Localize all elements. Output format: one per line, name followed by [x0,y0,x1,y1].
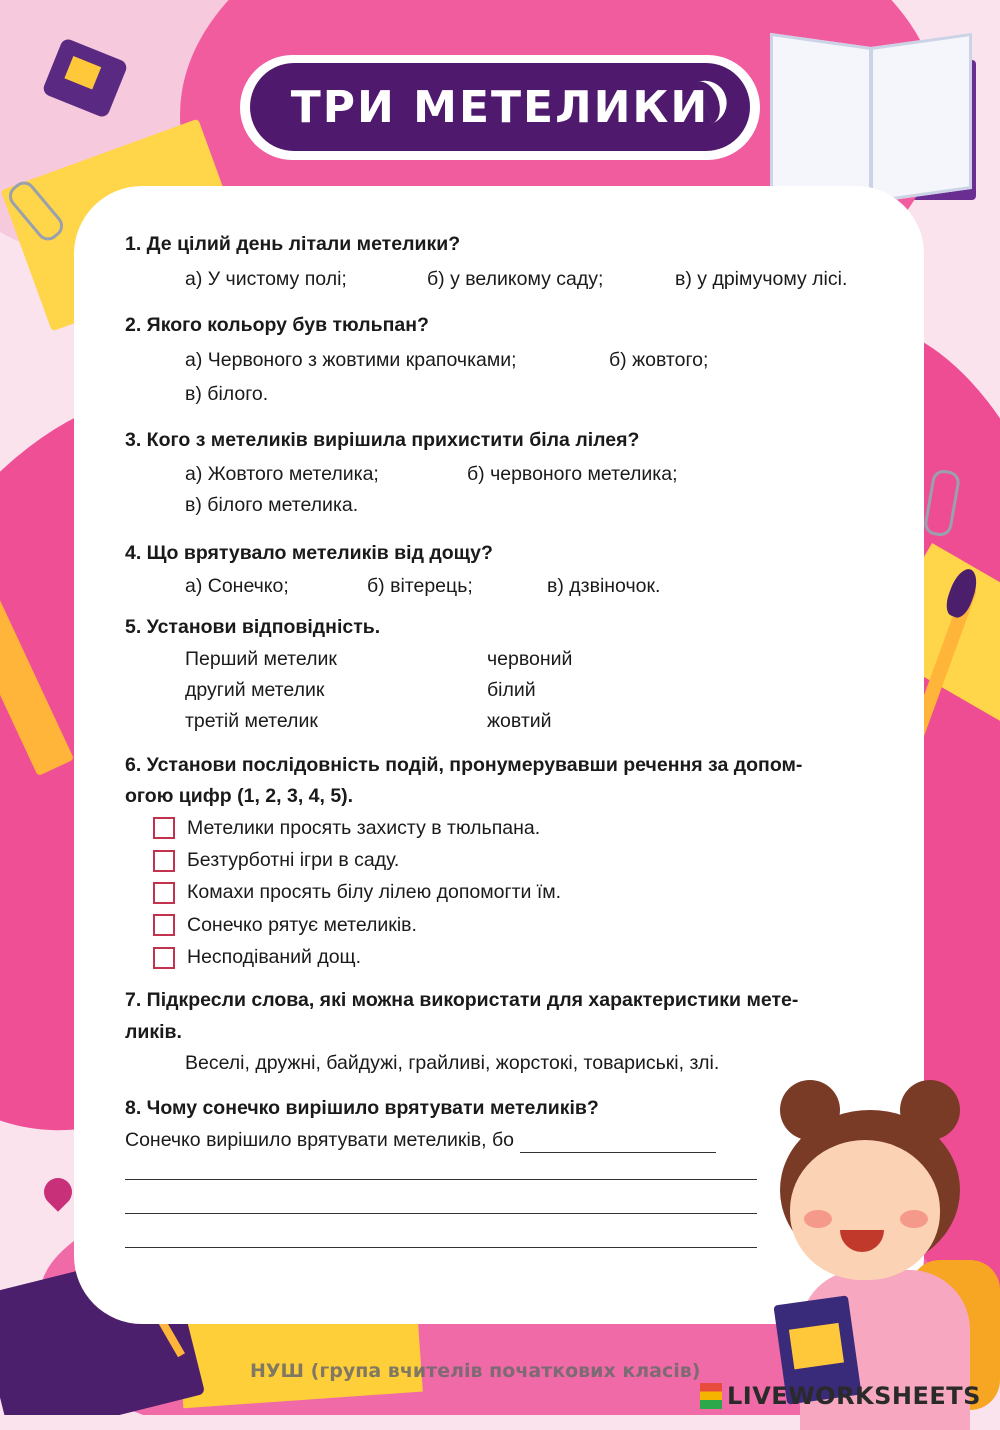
checkbox[interactable] [153,850,175,872]
answer-line[interactable] [125,1247,757,1248]
matching-row [185,647,885,672]
checkbox[interactable] [153,947,175,969]
checkbox[interactable] [153,817,175,839]
matching-right-item[interactable]: білий [487,679,536,702]
option-a[interactable]: а) Сонечко; [185,575,289,598]
title-banner [240,55,760,160]
question-1-options [125,267,885,292]
question-7-line1: 7. Підкресли слова, які можна використати для характеристики мете- [125,989,799,1012]
matching-row [185,678,885,703]
question-3-options-row2 [125,493,885,518]
matching-left-item[interactable]: Перший метелик [185,647,337,670]
option-a[interactable]: а) У чистому полі; [185,268,347,291]
sequence-item-text: Комахи просять білу лілею допомогти їм. [187,881,562,904]
answer-line[interactable] [125,1213,757,1214]
option-c[interactable]: в) білого метелика. [185,494,359,517]
question-3: 3. Кого з метеликів вирішила прихистити біла лілея? [125,428,640,451]
option-c[interactable]: в) у дрімучому лісі. [675,268,848,291]
question-6-line1: 6. Установи послідовність подій, пронумерувавши речення за допом- [125,753,803,776]
sequence-item [153,816,885,841]
option-a[interactable]: а) Червоного з жовтими крапочками; [185,349,517,372]
sequence-item [153,913,885,938]
liveworksheets-logo-icon [700,1383,722,1409]
answer-blank[interactable] [520,1152,716,1153]
option-b[interactable]: б) у великому саду; [427,268,604,291]
matching-left-item[interactable]: третій метелик [185,710,318,733]
question-4: 4. Що врятувало метеликів від дощу? [125,541,493,564]
question-6-line2: огою цифр (1, 2, 3, 4, 5). [125,785,354,808]
option-b[interactable]: б) червоного метелика; [467,463,678,486]
sequence-list [125,816,885,971]
option-a[interactable]: а) Жовтого метелика; [185,463,379,486]
checkbox[interactable] [153,882,175,904]
answer-prompt: Сонечко вирішило врятувати метеликів, бо [125,1128,514,1151]
sequence-item [153,945,885,970]
liveworksheets-watermark [700,1382,981,1410]
sequence-item [153,880,885,905]
sequence-item-text: Сонечко рятує метеликів. [187,913,417,936]
question-1: 1. Де цілий день літали метелики? [125,233,461,255]
footer-credit: НУШ (група вчителів початкових класів) [250,1360,701,1382]
girl-illustration [760,1080,1000,1415]
watermark-text: LIVEWORKSHEETS [727,1382,981,1410]
pushpin-icon [38,1172,78,1212]
checkbox[interactable] [153,914,175,936]
question-3-options [125,462,885,487]
page-title: ТРИ МЕТЕЛИКИ [290,81,710,133]
question-7-line2: ликів. [125,1020,182,1043]
question-2: 2. Якого кольору був тюльпан? [125,313,429,336]
open-book-icon [770,40,970,200]
matching-left-item[interactable]: другий метелик [185,679,325,702]
matching-right-item[interactable]: червоний [487,647,573,670]
matching-table [125,647,885,735]
sequence-item-text: Безтурботні ігри в саду. [187,848,400,871]
matching-row [185,709,885,734]
matching-right-item[interactable]: жовтий [487,710,552,733]
question-4-options [125,574,885,599]
sequence-item-text: Метелики просять захисту в тюльпана. [187,816,541,839]
answer-line[interactable] [125,1179,757,1180]
characteristic-words[interactable]: Веселі, дружні, байдужі, грайливі, жорстокі, товариські, злі. [185,1051,720,1074]
option-c[interactable]: в) дзвіночок. [547,575,661,598]
sequence-item-text: Несподіваний дощ. [187,945,362,968]
sequence-item [153,848,885,873]
question-2-options [125,348,885,373]
option-b[interactable]: б) жовтого; [609,349,709,372]
option-c[interactable]: в) білого. [185,383,269,406]
question-2-options-row2 [125,382,885,407]
question-5: 5. Установи відповідність. [125,616,381,639]
question-8: 8. Чому сонечко вирішило врятувати метеликів? [125,1097,599,1120]
option-b[interactable]: б) вітерець; [367,575,473,598]
